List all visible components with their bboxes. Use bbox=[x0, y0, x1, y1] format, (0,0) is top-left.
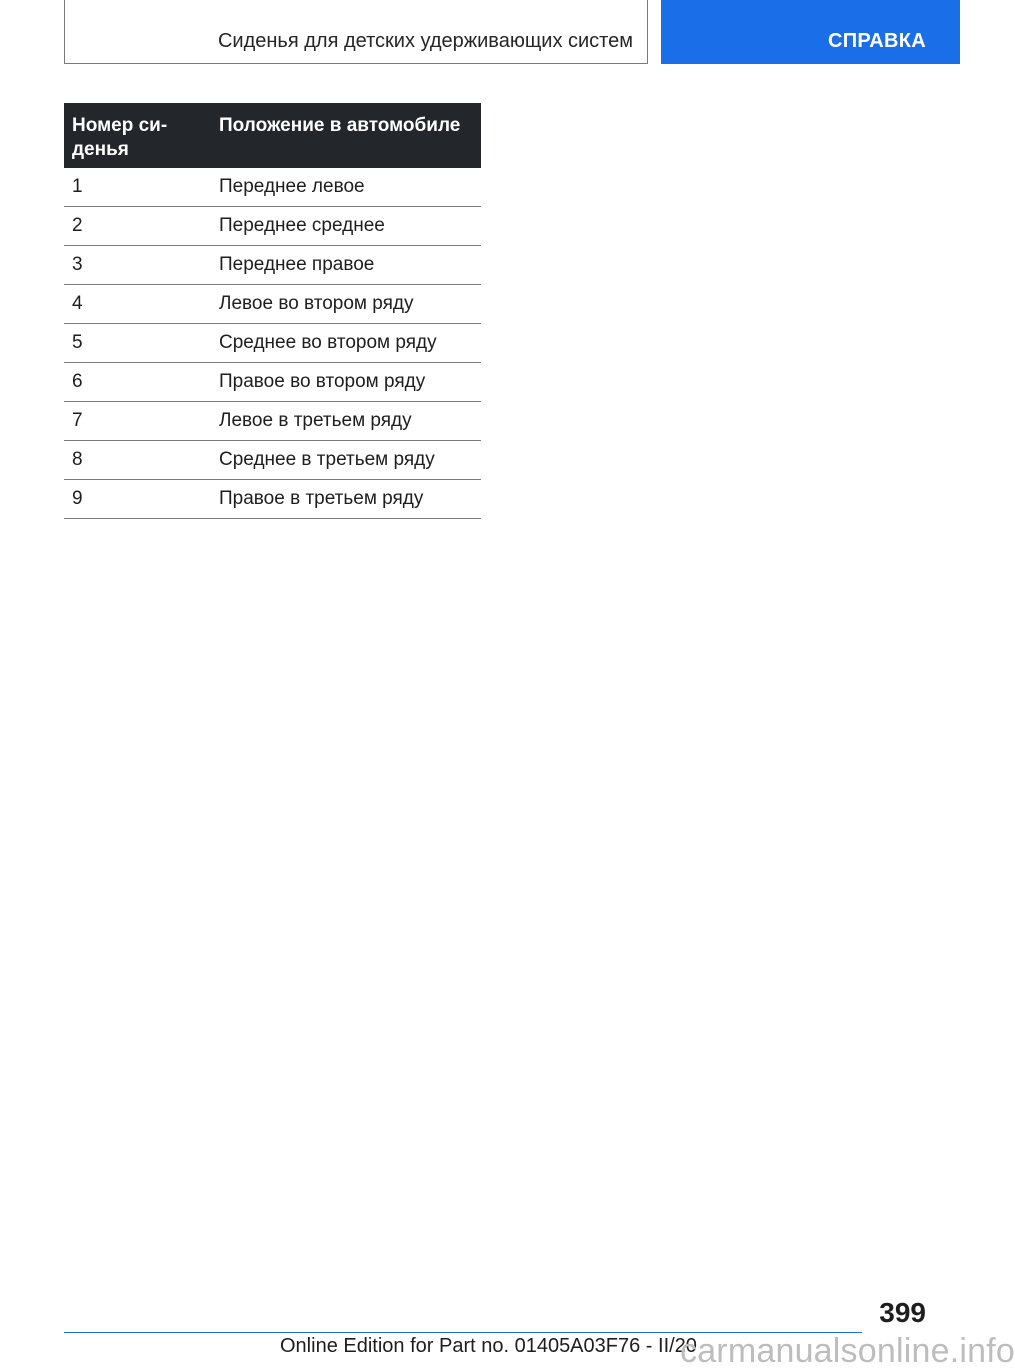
table-row bbox=[64, 324, 481, 363]
seat-position: Левое в третьем ряду bbox=[211, 402, 481, 441]
table-row bbox=[64, 363, 481, 402]
table-row bbox=[64, 246, 481, 285]
column-header-seat-number: Номер си- денья bbox=[64, 103, 211, 168]
seat-number: 7 bbox=[64, 402, 211, 441]
seat-position: Среднее во втором ряду bbox=[211, 324, 481, 363]
chapter-title: Сиденья для детских удерживающих систем bbox=[217, 30, 633, 52]
table-row bbox=[64, 402, 481, 441]
watermark: carmanualsonline.info bbox=[680, 1332, 1015, 1370]
page-number: 399 bbox=[879, 1297, 926, 1328]
seat-position: Среднее в третьем ряду bbox=[211, 441, 481, 480]
seat-number: 9 bbox=[64, 480, 211, 519]
seat-position: Переднее среднее bbox=[211, 207, 481, 246]
seat-position: Переднее левое bbox=[211, 168, 481, 207]
seat-position: Переднее правое bbox=[211, 246, 481, 285]
table-row bbox=[64, 441, 481, 480]
seat-number: 6 bbox=[64, 363, 211, 402]
seat-position: Правое в третьем ряду bbox=[211, 480, 481, 519]
seat-number: 1 bbox=[64, 168, 211, 207]
table-row bbox=[64, 285, 481, 324]
seat-position-table bbox=[64, 103, 481, 519]
table-row bbox=[64, 207, 481, 246]
seat-number: 2 bbox=[64, 207, 211, 246]
seat-position: Левое во втором ряду bbox=[211, 285, 481, 324]
chapter-header bbox=[64, 0, 648, 64]
column-header-position: Положение в автомобиле bbox=[211, 103, 481, 168]
seat-number: 4 bbox=[64, 285, 211, 324]
seat-number: 8 bbox=[64, 441, 211, 480]
table-row bbox=[64, 168, 481, 207]
table-header-row bbox=[64, 103, 481, 168]
seat-position: Правое во втором ряду bbox=[211, 363, 481, 402]
footer-edition-text: Online Edition for Part no. 01405A03F76 - II/20 bbox=[280, 1335, 697, 1357]
seat-number: 5 bbox=[64, 324, 211, 363]
seat-number: 3 bbox=[64, 246, 211, 285]
table-row bbox=[64, 480, 481, 519]
section-tab bbox=[661, 0, 960, 64]
section-tab-label: СПРАВКА bbox=[827, 30, 926, 52]
